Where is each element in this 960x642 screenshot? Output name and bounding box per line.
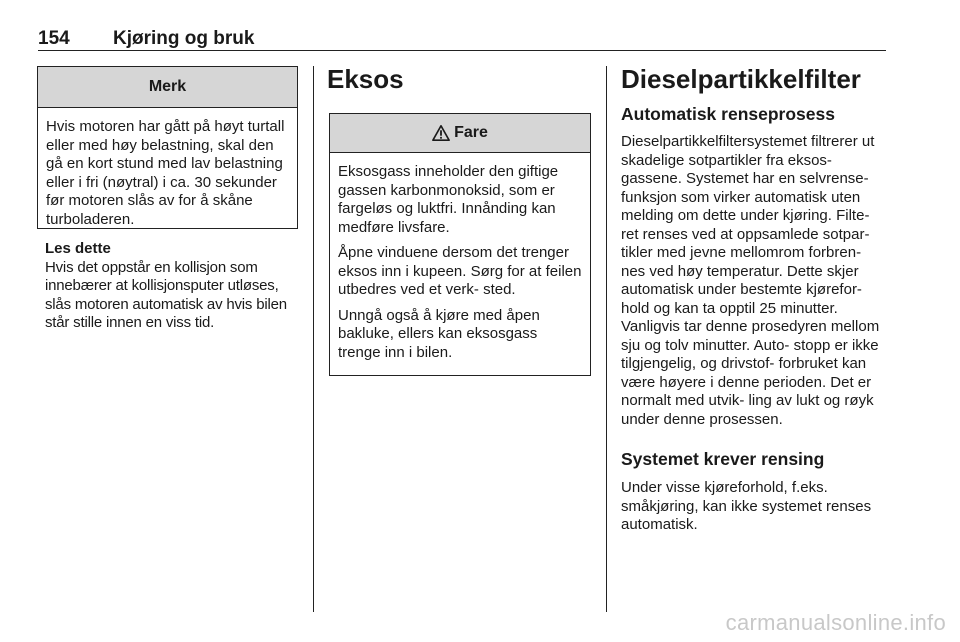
- danger-paragraph: Unngå også å kjøre med åpen bakluke, ellers kan eksosgass trenge inn i bilen.: [338, 306, 540, 361]
- read-this-title: Les dette: [45, 240, 111, 257]
- section-title-dpf: Dieselpartikkelfilter: [621, 64, 861, 94]
- column-divider-2: [606, 66, 607, 612]
- subtitle-needs-cleaning: Systemet krever rensing: [621, 449, 825, 469]
- section-title-eksos: Eksos: [327, 64, 404, 94]
- danger-paragraph: Åpne vinduene dersom det trenger eksos inn i kupeen. Sørg for at feilen utbedres ved et verk- sted.: [338, 244, 582, 298]
- danger-paragraph: Eksosgass inneholder den giftige gassen karbonmonoksid, som er fargeløs og luktfri. Innånding kan medføre livsfare.: [338, 163, 559, 236]
- danger-box-title: Fare: [454, 124, 488, 141]
- dpf-paragraph-1: [621, 133, 889, 429]
- dpf-paragraph-1-text: Dieselpartikkelfiltersystemet filtrerer ut skadelige sotpartikler fra eksos- gassene. Systemet har en selvrense- funksjon som virker automatisk uten melding om dette under kjøring. Filte- ret renses ved at oppsamlede sotpar- tikler med jevne mellomrom forbren- nes ved høy temperatur. Dette skjer automatisk under bestemte kjørefor- hold og kan ta opptil 25 minutter. Vanligvis tar denne prosedyren mellom sju og tolv minutter. Auto- stopp er ikke tilgjengelig, og drivstof- forbruket kan være høyere i denne perioden. Det er normalt med utvik- ling av lukt og røyk under denne prosessen.: [621, 133, 880, 428]
- column-divider-1: [313, 66, 314, 612]
- danger-box: [329, 113, 591, 376]
- note-box: [37, 66, 298, 229]
- read-this-block: [45, 240, 303, 333]
- read-this-text: Hvis det oppstår en kollisjon som innebærer at kollisjonsputer utløses, slås motoren automatisk av hvis bilen står stille innen en viss tid.: [45, 258, 287, 331]
- section-heading: Kjøring og bruk: [113, 28, 255, 49]
- danger-box-header: [330, 114, 590, 153]
- warning-triangle-icon: [432, 124, 450, 142]
- dpf-paragraph-2: [621, 479, 889, 535]
- note-box-header: [38, 67, 297, 108]
- watermark: carmanualsonline.info: [725, 610, 946, 635]
- note-box-text: Hvis motoren har gått på høyt turtall eller med høy belastning, skal den gå en kort stund med lav belastning eller i fri (nøytral) i ca. 30 sekunder før motoren slås av for å skåne turboladeren.: [46, 118, 285, 228]
- page-number: 154: [38, 28, 70, 49]
- note-box-body: [38, 108, 297, 229]
- subtitle-automatic-cleaning: Automatisk renseprosess: [621, 104, 835, 124]
- note-box-title: Merk: [148, 78, 187, 95]
- dpf-paragraph-2-text: Under visse kjøreforhold, f.eks. småkjøring, kan ikke systemet renses automatisk.: [621, 479, 872, 533]
- page-header: [38, 24, 886, 51]
- danger-box-body: [330, 153, 590, 362]
